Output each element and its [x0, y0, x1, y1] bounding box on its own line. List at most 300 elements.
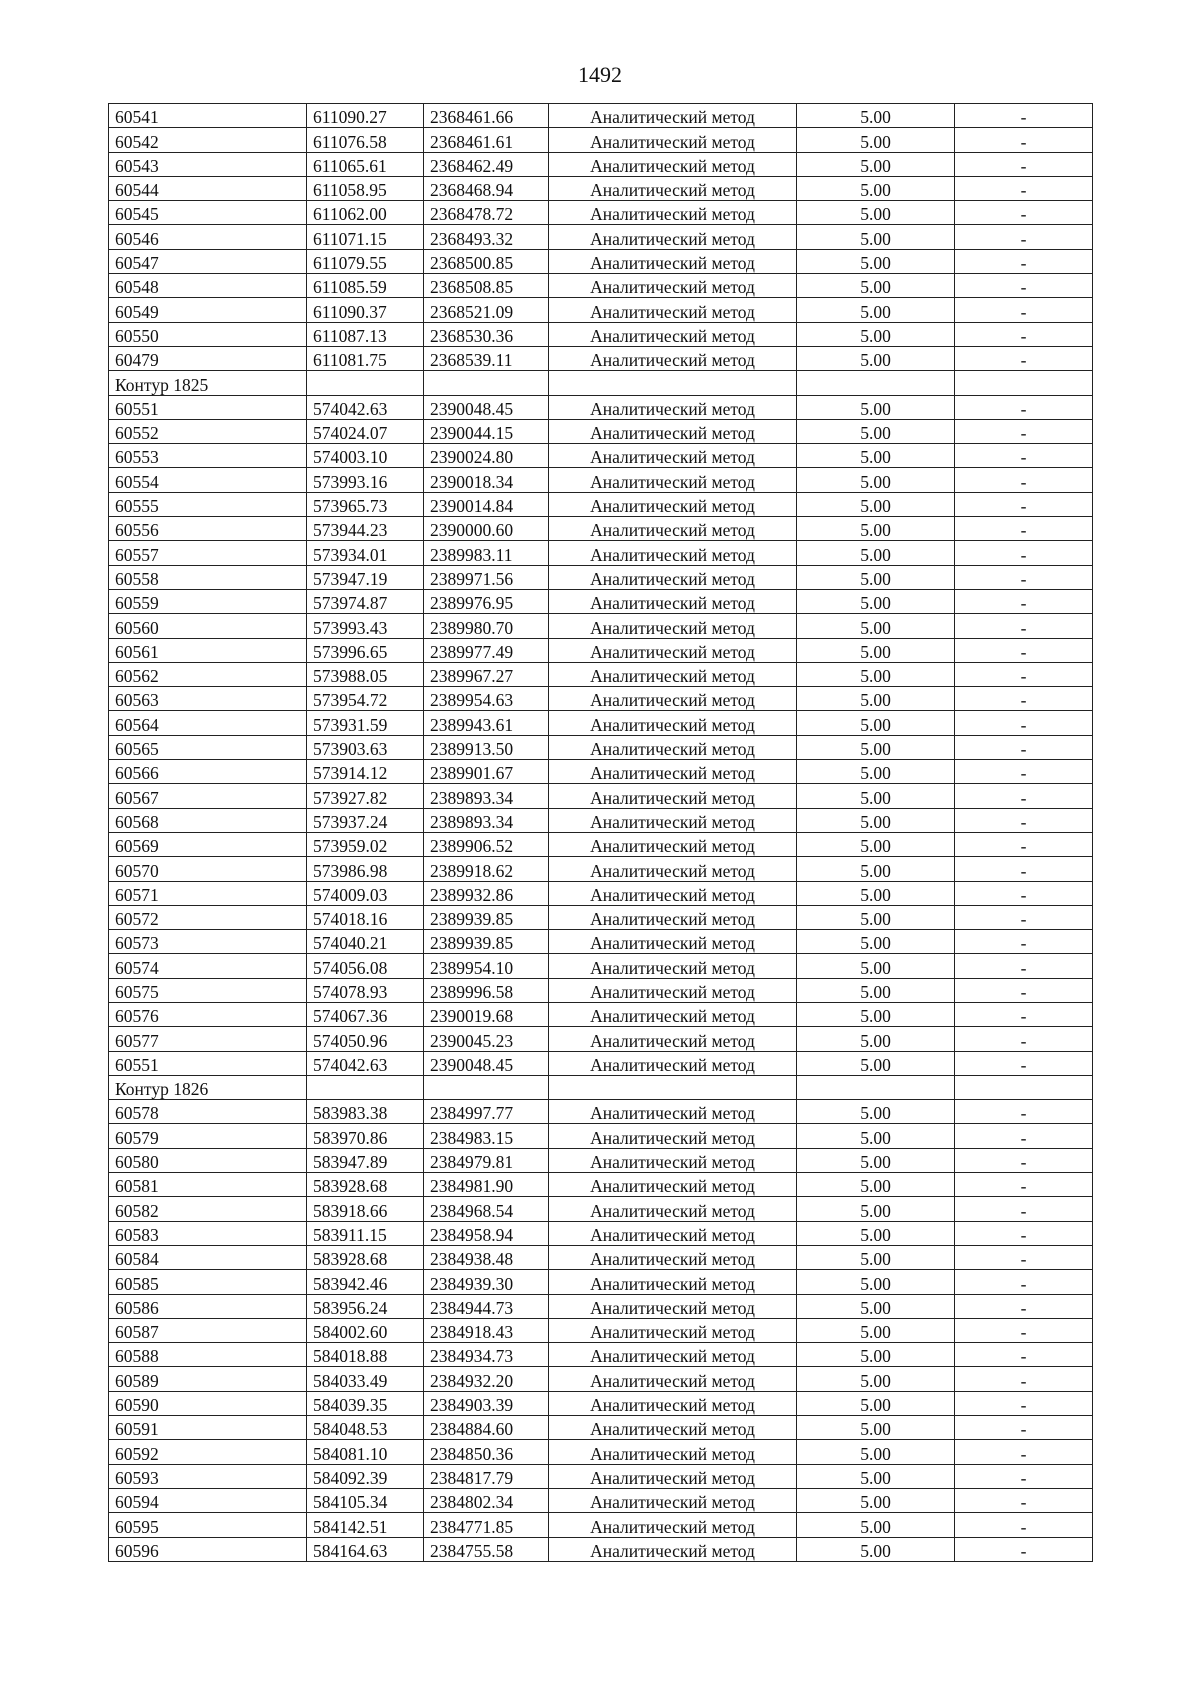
note-cell: - [955, 1488, 1093, 1512]
x-coordinate-cell: 583918.66 [307, 1197, 424, 1221]
table-row [109, 1027, 1093, 1051]
x-coordinate-cell: 584002.60 [307, 1318, 424, 1342]
y-coordinate-cell: 2368530.36 [424, 322, 549, 346]
table-row [109, 1537, 1093, 1561]
y-coordinate-cell: 2368521.09 [424, 298, 549, 322]
table-row [109, 1124, 1093, 1148]
table-row [109, 711, 1093, 735]
table-row [109, 808, 1093, 832]
point-id-cell: 60584 [109, 1245, 307, 1269]
error-cell: 5.00 [797, 687, 955, 711]
empty-cell [549, 371, 797, 395]
x-coordinate-cell: 573993.43 [307, 614, 424, 638]
table-row [109, 1318, 1093, 1342]
error-cell: 5.00 [797, 274, 955, 298]
x-coordinate-cell: 584092.39 [307, 1464, 424, 1488]
method-cell: Аналитический метод [549, 614, 797, 638]
contour-header-row [109, 1075, 1093, 1099]
note-cell: - [955, 930, 1093, 954]
note-cell: - [955, 687, 1093, 711]
method-cell: Аналитический метод [549, 1391, 797, 1415]
method-cell: Аналитический метод [549, 1221, 797, 1245]
method-cell: Аналитический метод [549, 298, 797, 322]
point-id-cell: 60567 [109, 784, 307, 808]
note-cell: - [955, 832, 1093, 856]
point-id-cell: 60559 [109, 589, 307, 613]
y-coordinate-cell: 2368539.11 [424, 346, 549, 370]
note-cell: - [955, 419, 1093, 443]
x-coordinate-cell: 574042.63 [307, 395, 424, 419]
table-row [109, 1416, 1093, 1440]
method-cell: Аналитический метод [549, 711, 797, 735]
point-id-cell: 60541 [109, 104, 307, 128]
y-coordinate-cell: 2384817.79 [424, 1464, 549, 1488]
note-cell: - [955, 760, 1093, 784]
page-number: 1492 [578, 62, 622, 87]
error-cell: 5.00 [797, 1197, 955, 1221]
table-row [109, 104, 1093, 128]
note-cell: - [955, 1002, 1093, 1026]
note-cell: - [955, 444, 1093, 468]
error-cell: 5.00 [797, 614, 955, 638]
error-cell: 5.00 [797, 1245, 955, 1269]
point-id-cell: 60573 [109, 930, 307, 954]
table-row [109, 1391, 1093, 1415]
x-coordinate-cell: 573914.12 [307, 760, 424, 784]
method-cell: Аналитический метод [549, 784, 797, 808]
note-cell: - [955, 1513, 1093, 1537]
note-cell: - [955, 468, 1093, 492]
method-cell: Аналитический метод [549, 225, 797, 249]
y-coordinate-cell: 2389971.56 [424, 565, 549, 589]
y-coordinate-cell: 2389939.85 [424, 905, 549, 929]
table-row [109, 881, 1093, 905]
point-id-cell: 60479 [109, 346, 307, 370]
error-cell: 5.00 [797, 1343, 955, 1367]
note-cell: - [955, 1221, 1093, 1245]
method-cell: Аналитический метод [549, 857, 797, 881]
x-coordinate-cell: 611085.59 [307, 274, 424, 298]
y-coordinate-cell: 2384979.81 [424, 1148, 549, 1172]
method-cell: Аналитический метод [549, 419, 797, 443]
y-coordinate-cell: 2389913.50 [424, 735, 549, 759]
table-row [109, 1245, 1093, 1269]
point-id-cell: 60558 [109, 565, 307, 589]
note-cell: - [955, 225, 1093, 249]
x-coordinate-cell: 574018.16 [307, 905, 424, 929]
note-cell: - [955, 492, 1093, 516]
table-row [109, 346, 1093, 370]
y-coordinate-cell: 2368493.32 [424, 225, 549, 249]
error-cell: 5.00 [797, 589, 955, 613]
point-id-cell: 60574 [109, 954, 307, 978]
table-row [109, 638, 1093, 662]
error-cell: 5.00 [797, 1100, 955, 1124]
x-coordinate-cell: 573993.16 [307, 468, 424, 492]
method-cell: Аналитический метод [549, 1513, 797, 1537]
table-row [109, 517, 1093, 541]
table-row [109, 1343, 1093, 1367]
error-cell: 5.00 [797, 1513, 955, 1537]
error-cell: 5.00 [797, 784, 955, 808]
error-cell: 5.00 [797, 1537, 955, 1561]
y-coordinate-cell: 2389893.34 [424, 784, 549, 808]
y-coordinate-cell: 2390024.80 [424, 444, 549, 468]
method-cell: Аналитический метод [549, 1245, 797, 1269]
table-row [109, 468, 1093, 492]
note-cell: - [955, 1367, 1093, 1391]
x-coordinate-cell: 584105.34 [307, 1488, 424, 1512]
x-coordinate-cell: 573931.59 [307, 711, 424, 735]
y-coordinate-cell: 2390045.23 [424, 1027, 549, 1051]
method-cell: Аналитический метод [549, 468, 797, 492]
error-cell: 5.00 [797, 468, 955, 492]
point-id-cell: 60560 [109, 614, 307, 638]
method-cell: Аналитический метод [549, 1051, 797, 1075]
point-id-cell: 60590 [109, 1391, 307, 1415]
method-cell: Аналитический метод [549, 249, 797, 273]
point-id-cell: 60582 [109, 1197, 307, 1221]
table-row [109, 176, 1093, 200]
x-coordinate-cell: 583983.38 [307, 1100, 424, 1124]
point-id-cell: 60595 [109, 1513, 307, 1537]
error-cell: 5.00 [797, 662, 955, 686]
error-cell: 5.00 [797, 1027, 955, 1051]
empty-cell [955, 371, 1093, 395]
table-row [109, 1148, 1093, 1172]
table-row [109, 225, 1093, 249]
point-id-cell: 60571 [109, 881, 307, 905]
table-row [109, 298, 1093, 322]
point-id-cell: 60544 [109, 176, 307, 200]
y-coordinate-cell: 2384903.39 [424, 1391, 549, 1415]
point-id-cell: 60546 [109, 225, 307, 249]
point-id-cell: 60550 [109, 322, 307, 346]
method-cell: Аналитический метод [549, 1343, 797, 1367]
method-cell: Аналитический метод [549, 760, 797, 784]
point-id-cell: 60580 [109, 1148, 307, 1172]
empty-cell [307, 1075, 424, 1099]
note-cell: - [955, 1464, 1093, 1488]
y-coordinate-cell: 2389906.52 [424, 832, 549, 856]
error-cell: 5.00 [797, 1440, 955, 1464]
error-cell: 5.00 [797, 735, 955, 759]
y-coordinate-cell: 2389893.34 [424, 808, 549, 832]
point-id-cell: 60572 [109, 905, 307, 929]
x-coordinate-cell: 584033.49 [307, 1367, 424, 1391]
x-coordinate-cell: 574009.03 [307, 881, 424, 905]
error-cell: 5.00 [797, 1124, 955, 1148]
note-cell: - [955, 1440, 1093, 1464]
contour-header-row [109, 371, 1093, 395]
error-cell: 5.00 [797, 517, 955, 541]
method-cell: Аналитический метод [549, 492, 797, 516]
error-cell: 5.00 [797, 905, 955, 929]
x-coordinate-cell: 573944.23 [307, 517, 424, 541]
error-cell: 5.00 [797, 1051, 955, 1075]
point-id-cell: 60551 [109, 395, 307, 419]
x-coordinate-cell: 573988.05 [307, 662, 424, 686]
point-id-cell: 60593 [109, 1464, 307, 1488]
note-cell: - [955, 1294, 1093, 1318]
note-cell: - [955, 954, 1093, 978]
note-cell: - [955, 517, 1093, 541]
x-coordinate-cell: 573986.98 [307, 857, 424, 881]
method-cell: Аналитический метод [549, 735, 797, 759]
point-id-cell: 60562 [109, 662, 307, 686]
point-id-cell: 60557 [109, 541, 307, 565]
y-coordinate-cell: 2368478.72 [424, 201, 549, 225]
y-coordinate-cell: 2384997.77 [424, 1100, 549, 1124]
point-id-cell: 60551 [109, 1051, 307, 1075]
point-id-cell: 60583 [109, 1221, 307, 1245]
error-cell: 5.00 [797, 444, 955, 468]
error-cell: 5.00 [797, 176, 955, 200]
error-cell: 5.00 [797, 711, 955, 735]
error-cell: 5.00 [797, 808, 955, 832]
note-cell: - [955, 1391, 1093, 1415]
method-cell: Аналитический метод [549, 565, 797, 589]
x-coordinate-cell: 583970.86 [307, 1124, 424, 1148]
error-cell: 5.00 [797, 1294, 955, 1318]
error-cell: 5.00 [797, 152, 955, 176]
table-row [109, 1367, 1093, 1391]
note-cell: - [955, 784, 1093, 808]
point-id-cell: 60566 [109, 760, 307, 784]
method-cell: Аналитический метод [549, 930, 797, 954]
x-coordinate-cell: 611076.58 [307, 128, 424, 152]
x-coordinate-cell: 611090.37 [307, 298, 424, 322]
table-row [109, 1513, 1093, 1537]
point-id-cell: 60579 [109, 1124, 307, 1148]
error-cell: 5.00 [797, 419, 955, 443]
x-coordinate-cell: 611062.00 [307, 201, 424, 225]
note-cell: - [955, 104, 1093, 128]
method-cell: Аналитический метод [549, 1367, 797, 1391]
note-cell: - [955, 322, 1093, 346]
note-cell: - [955, 1537, 1093, 1561]
y-coordinate-cell: 2384968.54 [424, 1197, 549, 1221]
x-coordinate-cell: 584018.88 [307, 1343, 424, 1367]
point-id-cell: 60576 [109, 1002, 307, 1026]
note-cell: - [955, 589, 1093, 613]
table-row [109, 1440, 1093, 1464]
coordinates-table [108, 103, 1093, 1562]
method-cell: Аналитический метод [549, 1464, 797, 1488]
table-row [109, 274, 1093, 298]
table-row [109, 1464, 1093, 1488]
error-cell: 5.00 [797, 930, 955, 954]
y-coordinate-cell: 2384850.36 [424, 1440, 549, 1464]
point-id-cell: 60543 [109, 152, 307, 176]
method-cell: Аналитический метод [549, 444, 797, 468]
method-cell: Аналитический метод [549, 1488, 797, 1512]
x-coordinate-cell: 573937.24 [307, 808, 424, 832]
y-coordinate-cell: 2390048.45 [424, 395, 549, 419]
x-coordinate-cell: 573954.72 [307, 687, 424, 711]
x-coordinate-cell: 611087.13 [307, 322, 424, 346]
point-id-cell: 60549 [109, 298, 307, 322]
table-row [109, 492, 1093, 516]
table-row [109, 541, 1093, 565]
table-row [109, 444, 1093, 468]
table-row [109, 1173, 1093, 1197]
y-coordinate-cell: 2368468.94 [424, 176, 549, 200]
x-coordinate-cell: 573934.01 [307, 541, 424, 565]
method-cell: Аналитический метод [549, 1002, 797, 1026]
y-coordinate-cell: 2389939.85 [424, 930, 549, 954]
point-id-cell: 60548 [109, 274, 307, 298]
x-coordinate-cell: 573903.63 [307, 735, 424, 759]
note-cell: - [955, 638, 1093, 662]
table-row [109, 395, 1093, 419]
x-coordinate-cell: 583928.68 [307, 1173, 424, 1197]
y-coordinate-cell: 2368461.61 [424, 128, 549, 152]
error-cell: 5.00 [797, 832, 955, 856]
x-coordinate-cell: 584142.51 [307, 1513, 424, 1537]
table-row [109, 735, 1093, 759]
table-row [109, 152, 1093, 176]
coordinates-table-body [109, 104, 1093, 1562]
table-row [109, 1002, 1093, 1026]
y-coordinate-cell: 2389954.10 [424, 954, 549, 978]
table-row [109, 784, 1093, 808]
table-row [109, 565, 1093, 589]
table-row [109, 832, 1093, 856]
point-id-cell: 60577 [109, 1027, 307, 1051]
y-coordinate-cell: 2390014.84 [424, 492, 549, 516]
y-coordinate-cell: 2384944.73 [424, 1294, 549, 1318]
note-cell: - [955, 541, 1093, 565]
point-id-cell: 60581 [109, 1173, 307, 1197]
method-cell: Аналитический метод [549, 1416, 797, 1440]
empty-cell [424, 371, 549, 395]
point-id-cell: 60569 [109, 832, 307, 856]
method-cell: Аналитический метод [549, 1270, 797, 1294]
point-id-cell: 60588 [109, 1343, 307, 1367]
point-id-cell: 60561 [109, 638, 307, 662]
table-row [109, 1294, 1093, 1318]
point-id-cell: 60592 [109, 1440, 307, 1464]
point-id-cell: 60585 [109, 1270, 307, 1294]
empty-cell [955, 1075, 1093, 1099]
error-cell: 5.00 [797, 1270, 955, 1294]
empty-cell [797, 371, 955, 395]
x-coordinate-cell: 574067.36 [307, 1002, 424, 1026]
y-coordinate-cell: 2390048.45 [424, 1051, 549, 1075]
x-coordinate-cell: 573996.65 [307, 638, 424, 662]
note-cell: - [955, 298, 1093, 322]
error-cell: 5.00 [797, 541, 955, 565]
note-cell: - [955, 346, 1093, 370]
point-id-cell: 60552 [109, 419, 307, 443]
table-row [109, 1221, 1093, 1245]
table-row [109, 1270, 1093, 1294]
empty-cell [797, 1075, 955, 1099]
method-cell: Аналитический метод [549, 274, 797, 298]
note-cell: - [955, 1343, 1093, 1367]
point-id-cell: 60565 [109, 735, 307, 759]
error-cell: 5.00 [797, 346, 955, 370]
y-coordinate-cell: 2384958.94 [424, 1221, 549, 1245]
note-cell: - [955, 395, 1093, 419]
point-id-cell: 60591 [109, 1416, 307, 1440]
x-coordinate-cell: 611090.27 [307, 104, 424, 128]
note-cell: - [955, 128, 1093, 152]
method-cell: Аналитический метод [549, 541, 797, 565]
x-coordinate-cell: 573927.82 [307, 784, 424, 808]
x-coordinate-cell: 573965.73 [307, 492, 424, 516]
method-cell: Аналитический метод [549, 346, 797, 370]
y-coordinate-cell: 2368462.49 [424, 152, 549, 176]
point-id-cell: 60568 [109, 808, 307, 832]
table-row [109, 589, 1093, 613]
table-row [109, 128, 1093, 152]
y-coordinate-cell: 2368500.85 [424, 249, 549, 273]
point-id-cell: 60596 [109, 1537, 307, 1561]
method-cell: Аналитический метод [549, 905, 797, 929]
method-cell: Аналитический метод [549, 176, 797, 200]
method-cell: Аналитический метод [549, 954, 797, 978]
error-cell: 5.00 [797, 322, 955, 346]
y-coordinate-cell: 2389943.61 [424, 711, 549, 735]
method-cell: Аналитический метод [549, 1318, 797, 1342]
method-cell: Аналитический метод [549, 1148, 797, 1172]
error-cell: 5.00 [797, 395, 955, 419]
note-cell: - [955, 152, 1093, 176]
x-coordinate-cell: 583947.89 [307, 1148, 424, 1172]
x-coordinate-cell: 611065.61 [307, 152, 424, 176]
x-coordinate-cell: 574040.21 [307, 930, 424, 954]
point-id-cell: 60563 [109, 687, 307, 711]
method-cell: Аналитический метод [549, 1100, 797, 1124]
table-row [109, 1051, 1093, 1075]
note-cell: - [955, 1027, 1093, 1051]
y-coordinate-cell: 2384939.30 [424, 1270, 549, 1294]
note-cell: - [955, 857, 1093, 881]
point-id-cell: 60586 [109, 1294, 307, 1318]
method-cell: Аналитический метод [549, 517, 797, 541]
point-id-cell: 60542 [109, 128, 307, 152]
table-row [109, 687, 1093, 711]
y-coordinate-cell: 2384932.20 [424, 1367, 549, 1391]
table-row [109, 662, 1093, 686]
note-cell: - [955, 1270, 1093, 1294]
y-coordinate-cell: 2390019.68 [424, 1002, 549, 1026]
method-cell: Аналитический метод [549, 1440, 797, 1464]
note-cell: - [955, 905, 1093, 929]
x-coordinate-cell: 574042.63 [307, 1051, 424, 1075]
note-cell: - [955, 1173, 1093, 1197]
error-cell: 5.00 [797, 492, 955, 516]
error-cell: 5.00 [797, 225, 955, 249]
error-cell: 5.00 [797, 104, 955, 128]
x-coordinate-cell: 574003.10 [307, 444, 424, 468]
error-cell: 5.00 [797, 1173, 955, 1197]
method-cell: Аналитический метод [549, 1197, 797, 1221]
y-coordinate-cell: 2390000.60 [424, 517, 549, 541]
error-cell: 5.00 [797, 298, 955, 322]
note-cell: - [955, 1416, 1093, 1440]
y-coordinate-cell: 2384981.90 [424, 1173, 549, 1197]
point-id-cell: 60564 [109, 711, 307, 735]
point-id-cell: 60554 [109, 468, 307, 492]
x-coordinate-cell: 584164.63 [307, 1537, 424, 1561]
x-coordinate-cell: 574056.08 [307, 954, 424, 978]
y-coordinate-cell: 2389918.62 [424, 857, 549, 881]
y-coordinate-cell: 2384884.60 [424, 1416, 549, 1440]
x-coordinate-cell: 574024.07 [307, 419, 424, 443]
